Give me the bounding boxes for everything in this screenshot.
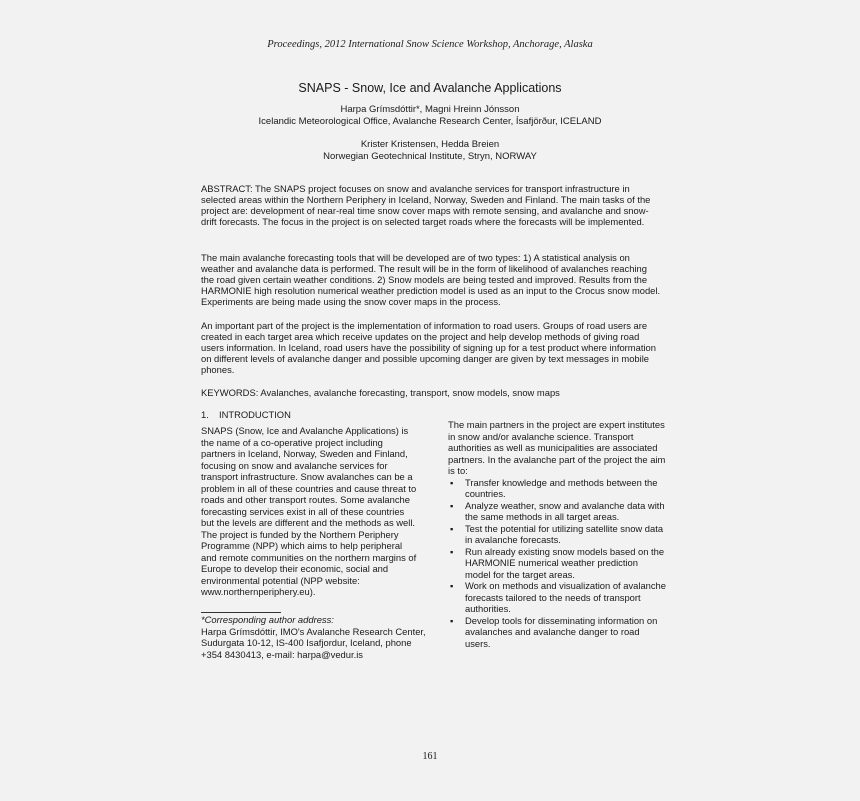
intro-left-column: SNAPS (Snow, Ice and Avalanche Applications) is the name of a co-operative project including partners in Iceland, Norway, Sweden and Finland, focusing on snow and avalanche services for transport infrastructure. Snow avalanches can be a problem in all of these countries and cause threat to roads and other transport routes. Some avalanche forecasting services exist in all of these countries but the levels are different and the methods as well. The project is funded by the Northern Periphery Programme (NPP) which aims to help peripheral and remote communities on the northern margins of Europe to develop their economic, social and environmental potential (NPP website: www.northernperiphery.eu). — [201, 425, 417, 597]
paper-title: SNAPS - Snow, Ice and Avalanche Applications — [298, 81, 562, 95]
list-item: ▪ Test the potential for utilizing satellite snow data in avalanche forecasts. — [450, 522, 664, 545]
proceedings-header: Proceedings, 2012 International Snow Science Workshop, Anchorage, Alaska — [267, 39, 593, 50]
author-names: Harpa Grímsdóttir*, Magni Hreinn Jónsson — [340, 104, 520, 115]
abstract-paragraph-2: The main avalanche forecasting tools that will be developed are of two types: 1) A statistical analysis on weather and avalanche data is performed. The result will be in the form of likelihood of avalanches reaching the road given certain weather conditions. 2) Snow models are being tested and improved. Results from the HARMONIE high resolution numerical weather prediction model is used as an input to the Crocus snow model. Experiments are being made using the snow cover maps in the process. — [201, 252, 661, 307]
intro-right-paragraph: The main partners in the project are expert institutes in snow and/or avalanche science. Transport authorities as well as municipalities are associated partners. In the avalanche part of the project the aim is to: — [448, 419, 666, 476]
author-block-iceland — [0, 104, 860, 127]
abstract-paragraph-1: ABSTRACT: The SNAPS project focuses on snow and avalanche services for transport infrastructure in selected areas within the Northern Periphery in Iceland, Norway, Sweden and Finland. The main tasks of the project are: development of near-real time snow cover maps with remote sensing, and avalanche and snow-drift forecasts. The focus in the project is on selected target roads where the forecasts will be implemented. — [201, 183, 651, 227]
footnote-label: *Corresponding author address: — [201, 614, 334, 625]
bullet-icon: ▪ — [450, 476, 454, 488]
author-block-norway — [0, 139, 860, 162]
author-affiliation: Norwegian Geotechnical Institute, Stryn, NORWAY — [323, 150, 537, 162]
footnote-divider — [201, 612, 281, 613]
bullet-icon: ▪ — [450, 545, 454, 557]
list-item: ▪ Develop tools for disseminating information on avalanches and avalanche danger to road users. — [450, 614, 658, 649]
intro-right-column — [448, 419, 666, 649]
author-names: Krister Kristensen, Hedda Breien — [360, 139, 500, 150]
list-item: ▪ Analyze weather, snow and avalanche data with the same methods in all target areas. — [450, 499, 665, 522]
abstract-paragraph-3: An important part of the project is the implementation of information to road users. Groups of road users are created in each target area which receive updates on the project and help develop methods of giving road users information. In Iceland, road users have the possibility of signing up for a test product where information on different levels of avalanche danger and possible upcoming danger are given by text messages in mobile phones. — [201, 320, 656, 375]
footnote-text: Harpa Grímsdóttir, IMO's Avalanche Research Center, Sudurgata 10-12, IS-400 Isafjordur, Iceland, phone +354 8430413, e-mail: harpa@vedur.is — [201, 625, 426, 660]
section-number: 1. — [201, 409, 209, 420]
page-number: 161 — [422, 751, 438, 762]
bullet-icon: ▪ — [450, 499, 454, 511]
list-item: ▪ Transfer knowledge and methods between the countries. — [450, 476, 658, 499]
footnote — [201, 614, 431, 660]
keywords: KEYWORDS: Avalanches, avalanche forecasting, transport, snow models, snow maps — [201, 387, 560, 398]
aims-list — [448, 477, 666, 650]
author-affiliation: Icelandic Meteorological Office, Avalanche Research Center, Ísafjörður, ICELAND — [258, 115, 602, 127]
list-item: ▪ Work on methods and visualization of avalanche forecasts tailored to the needs of transport authorities. — [450, 580, 666, 614]
section-heading — [201, 409, 291, 420]
bullet-icon: ▪ — [450, 580, 454, 591]
section-title: INTRODUCTION — [219, 409, 291, 420]
bullet-icon: ▪ — [450, 522, 454, 534]
list-item: ▪ Run already existing snow models based on the HARMONIE numerical weather prediction model for the target areas. — [450, 545, 665, 580]
bullet-icon: ▪ — [450, 614, 454, 626]
